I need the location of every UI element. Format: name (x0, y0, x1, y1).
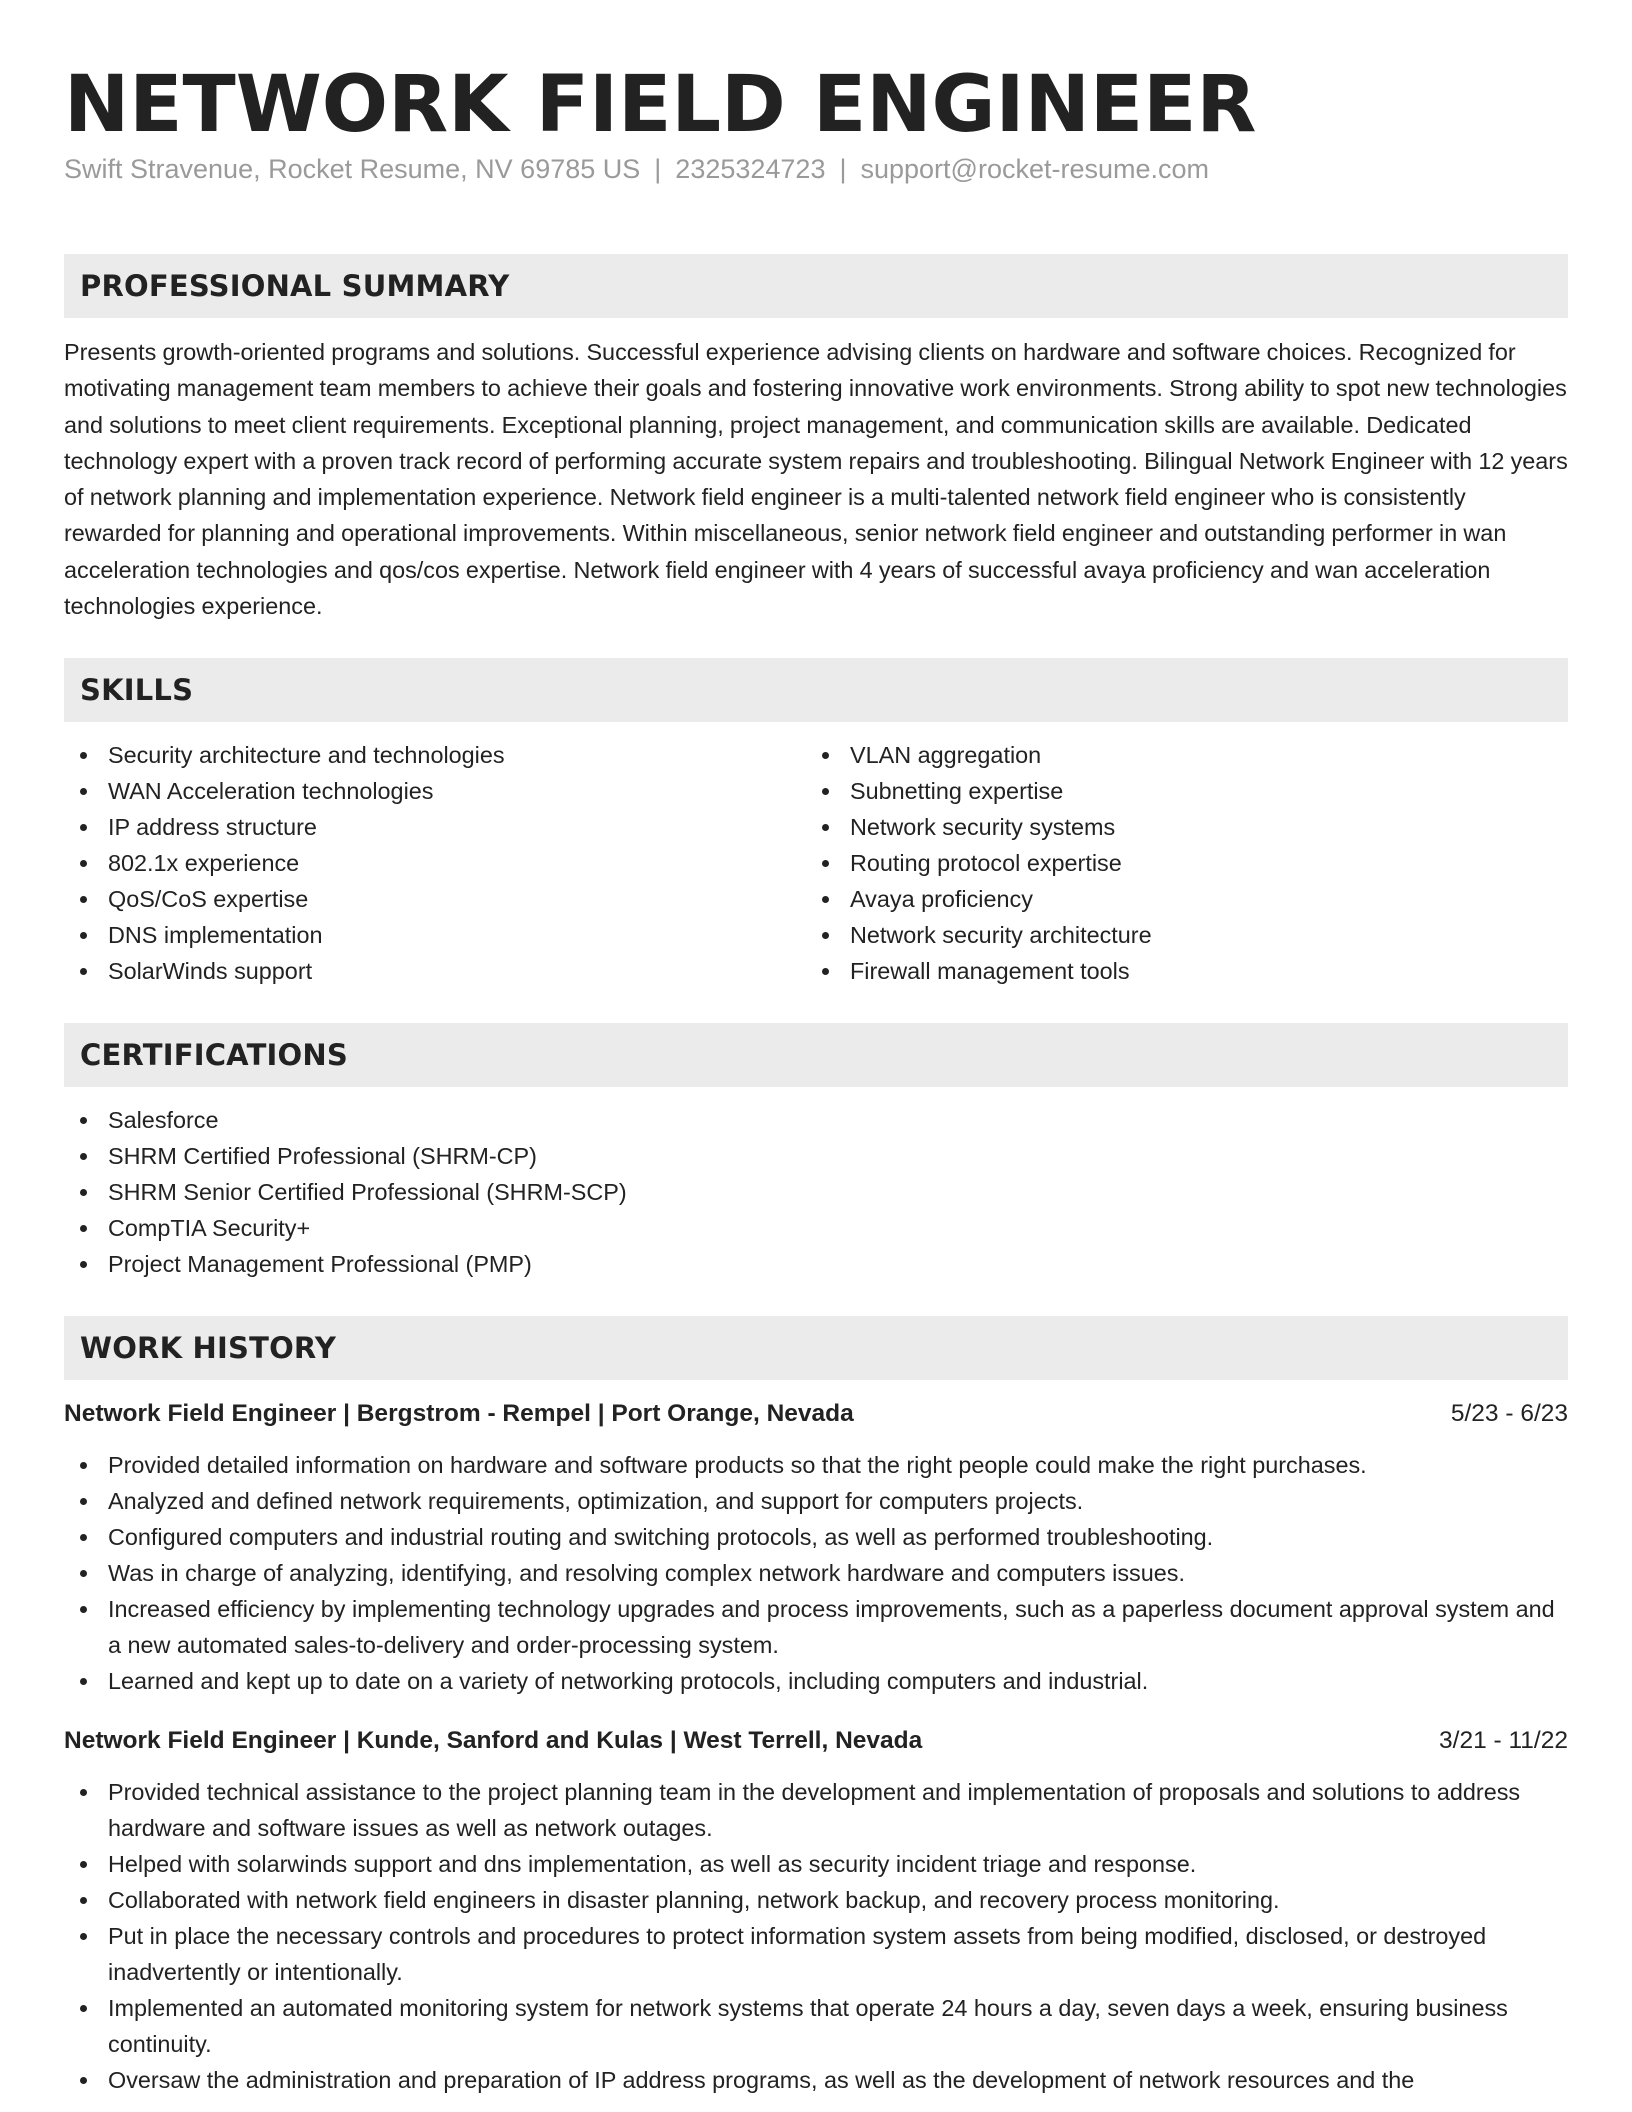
job-bullet: Provided detailed information on hardware and software products so that the right people could make the right purchases. (64, 1447, 1568, 1483)
contact-separator: | (839, 154, 847, 184)
job-title: Network Field Engineer | Bergstrom - Rempel | Port Orange, Nevada (64, 1400, 854, 1428)
skill-item: Network security architecture (806, 917, 1568, 953)
job-entry (64, 1396, 1568, 1699)
job-bullet: Helped with solarwinds support and dns implementation, as well as security incident triage and response. (64, 1846, 1568, 1882)
skill-item: WAN Acceleration technologies (64, 773, 806, 809)
address: Swift Stravenue, Rocket Resume, NV 69785 US (64, 154, 641, 184)
job-bullet: Oversaw the administration and preparation of IP address programs, as well as the development of network resources and the (64, 2062, 1568, 2098)
job-bullets (64, 1774, 1568, 2098)
skill-item: SolarWinds support (64, 953, 806, 989)
section-header-skills: SKILLS (64, 658, 1568, 722)
job-bullet: Analyzed and defined network requirements, optimization, and support for computers projects. (64, 1483, 1568, 1519)
job-bullet: Provided technical assistance to the project planning team in the development and implementation of proposals and solutions to address hardware and software issues as well as network outages. (64, 1774, 1568, 1846)
job-bullet: Put in place the necessary controls and procedures to protect information system assets from being modified, disclosed, or destroyed inadvertently or intentionally. (64, 1918, 1568, 1990)
skills-list-right (806, 737, 1568, 989)
job-header (64, 1723, 1568, 1759)
job-entry (64, 1723, 1568, 2098)
section-header-certifications: CERTIFICATIONS (64, 1023, 1568, 1087)
certifications-list (64, 1102, 1568, 1282)
job-bullets (64, 1447, 1568, 1699)
certification-item: CompTIA Security+ (64, 1210, 1568, 1246)
job-bullet: Configured computers and industrial routing and switching protocols, as well as performed troubleshooting. (64, 1519, 1568, 1555)
job-dates: 3/21 - 11/22 (1439, 1727, 1568, 1755)
skill-item: Subnetting expertise (806, 773, 1568, 809)
section-header-work-history: WORK HISTORY (64, 1316, 1568, 1380)
certification-item: Salesforce (64, 1102, 1568, 1138)
job-title: Network Field Engineer | Kunde, Sanford and Kulas | West Terrell, Nevada (64, 1727, 923, 1755)
skill-item: DNS implementation (64, 917, 806, 953)
phone: 2325324723 (675, 154, 826, 184)
skills-list-left (64, 737, 806, 989)
skill-item: VLAN aggregation (806, 737, 1568, 773)
skill-item: QoS/CoS expertise (64, 881, 806, 917)
contact-separator: | (654, 154, 662, 184)
skill-item: 802.1x experience (64, 845, 806, 881)
certification-item: SHRM Senior Certified Professional (SHRM-SCP) (64, 1174, 1568, 1210)
job-bullet: Was in charge of analyzing, identifying, and resolving complex network hardware and computers issues. (64, 1555, 1568, 1591)
job-bullet: Learned and kept up to date on a variety of networking protocols, including computers and industrial. (64, 1663, 1568, 1699)
skill-item: Security architecture and technologies (64, 737, 806, 773)
skill-item: IP address structure (64, 809, 806, 845)
job-bullet: Increased efficiency by implementing technology upgrades and process improvements, such as a paperless document approval system and a new automated sales-to-delivery and order-processing system. (64, 1591, 1568, 1663)
certification-item: Project Management Professional (PMP) (64, 1246, 1568, 1282)
skill-item: Routing protocol expertise (806, 845, 1568, 881)
section-header-summary: PROFESSIONAL SUMMARY (64, 254, 1568, 318)
candidate-name: NETWORK FIELD ENGINEER (64, 60, 1257, 150)
certification-item: SHRM Certified Professional (SHRM-CP) (64, 1138, 1568, 1174)
skill-item: Firewall management tools (806, 953, 1568, 989)
job-bullet: Collaborated with network field engineers in disaster planning, network backup, and recovery process monitoring. (64, 1882, 1568, 1918)
skills-grid (64, 722, 1568, 989)
summary-text: Presents growth-oriented programs and solutions. Successful experience advising clients on hardware and software choices. Recognized for motivating management team members to achieve their goals and fostering innovative work environments. Strong ability to spot new technologies and solutions to meet client requirements. Exceptional planning, project management, and communication skills are available. Dedicated technology expert with a proven track record of performing accurate system repairs and troubleshooting. Bilingual Network Engineer with 12 years of network planning and implementation experience. Network field engineer is a multi-talented network field engineer who is consistently rewarded for planning and operational improvements. Within miscellaneous, senior network field engineer and outstanding performer in wan acceleration technologies and qos/cos expertise. Network field engineer with 4 years of successful avaya proficiency and wan acceleration technologies experience. (64, 339, 1568, 620)
contact-line (64, 150, 1568, 220)
skill-item: Network security systems (806, 809, 1568, 845)
skill-item: Avaya proficiency (806, 881, 1568, 917)
job-bullet: Implemented an automated monitoring system for network systems that operate 24 hours a day, seven days a week, ensuring business continuity. (64, 1990, 1568, 2062)
job-dates: 5/23 - 6/23 (1450, 1400, 1568, 1428)
email-link[interactable]: support@rocket-resume.com (860, 154, 1210, 184)
job-header (64, 1396, 1568, 1432)
